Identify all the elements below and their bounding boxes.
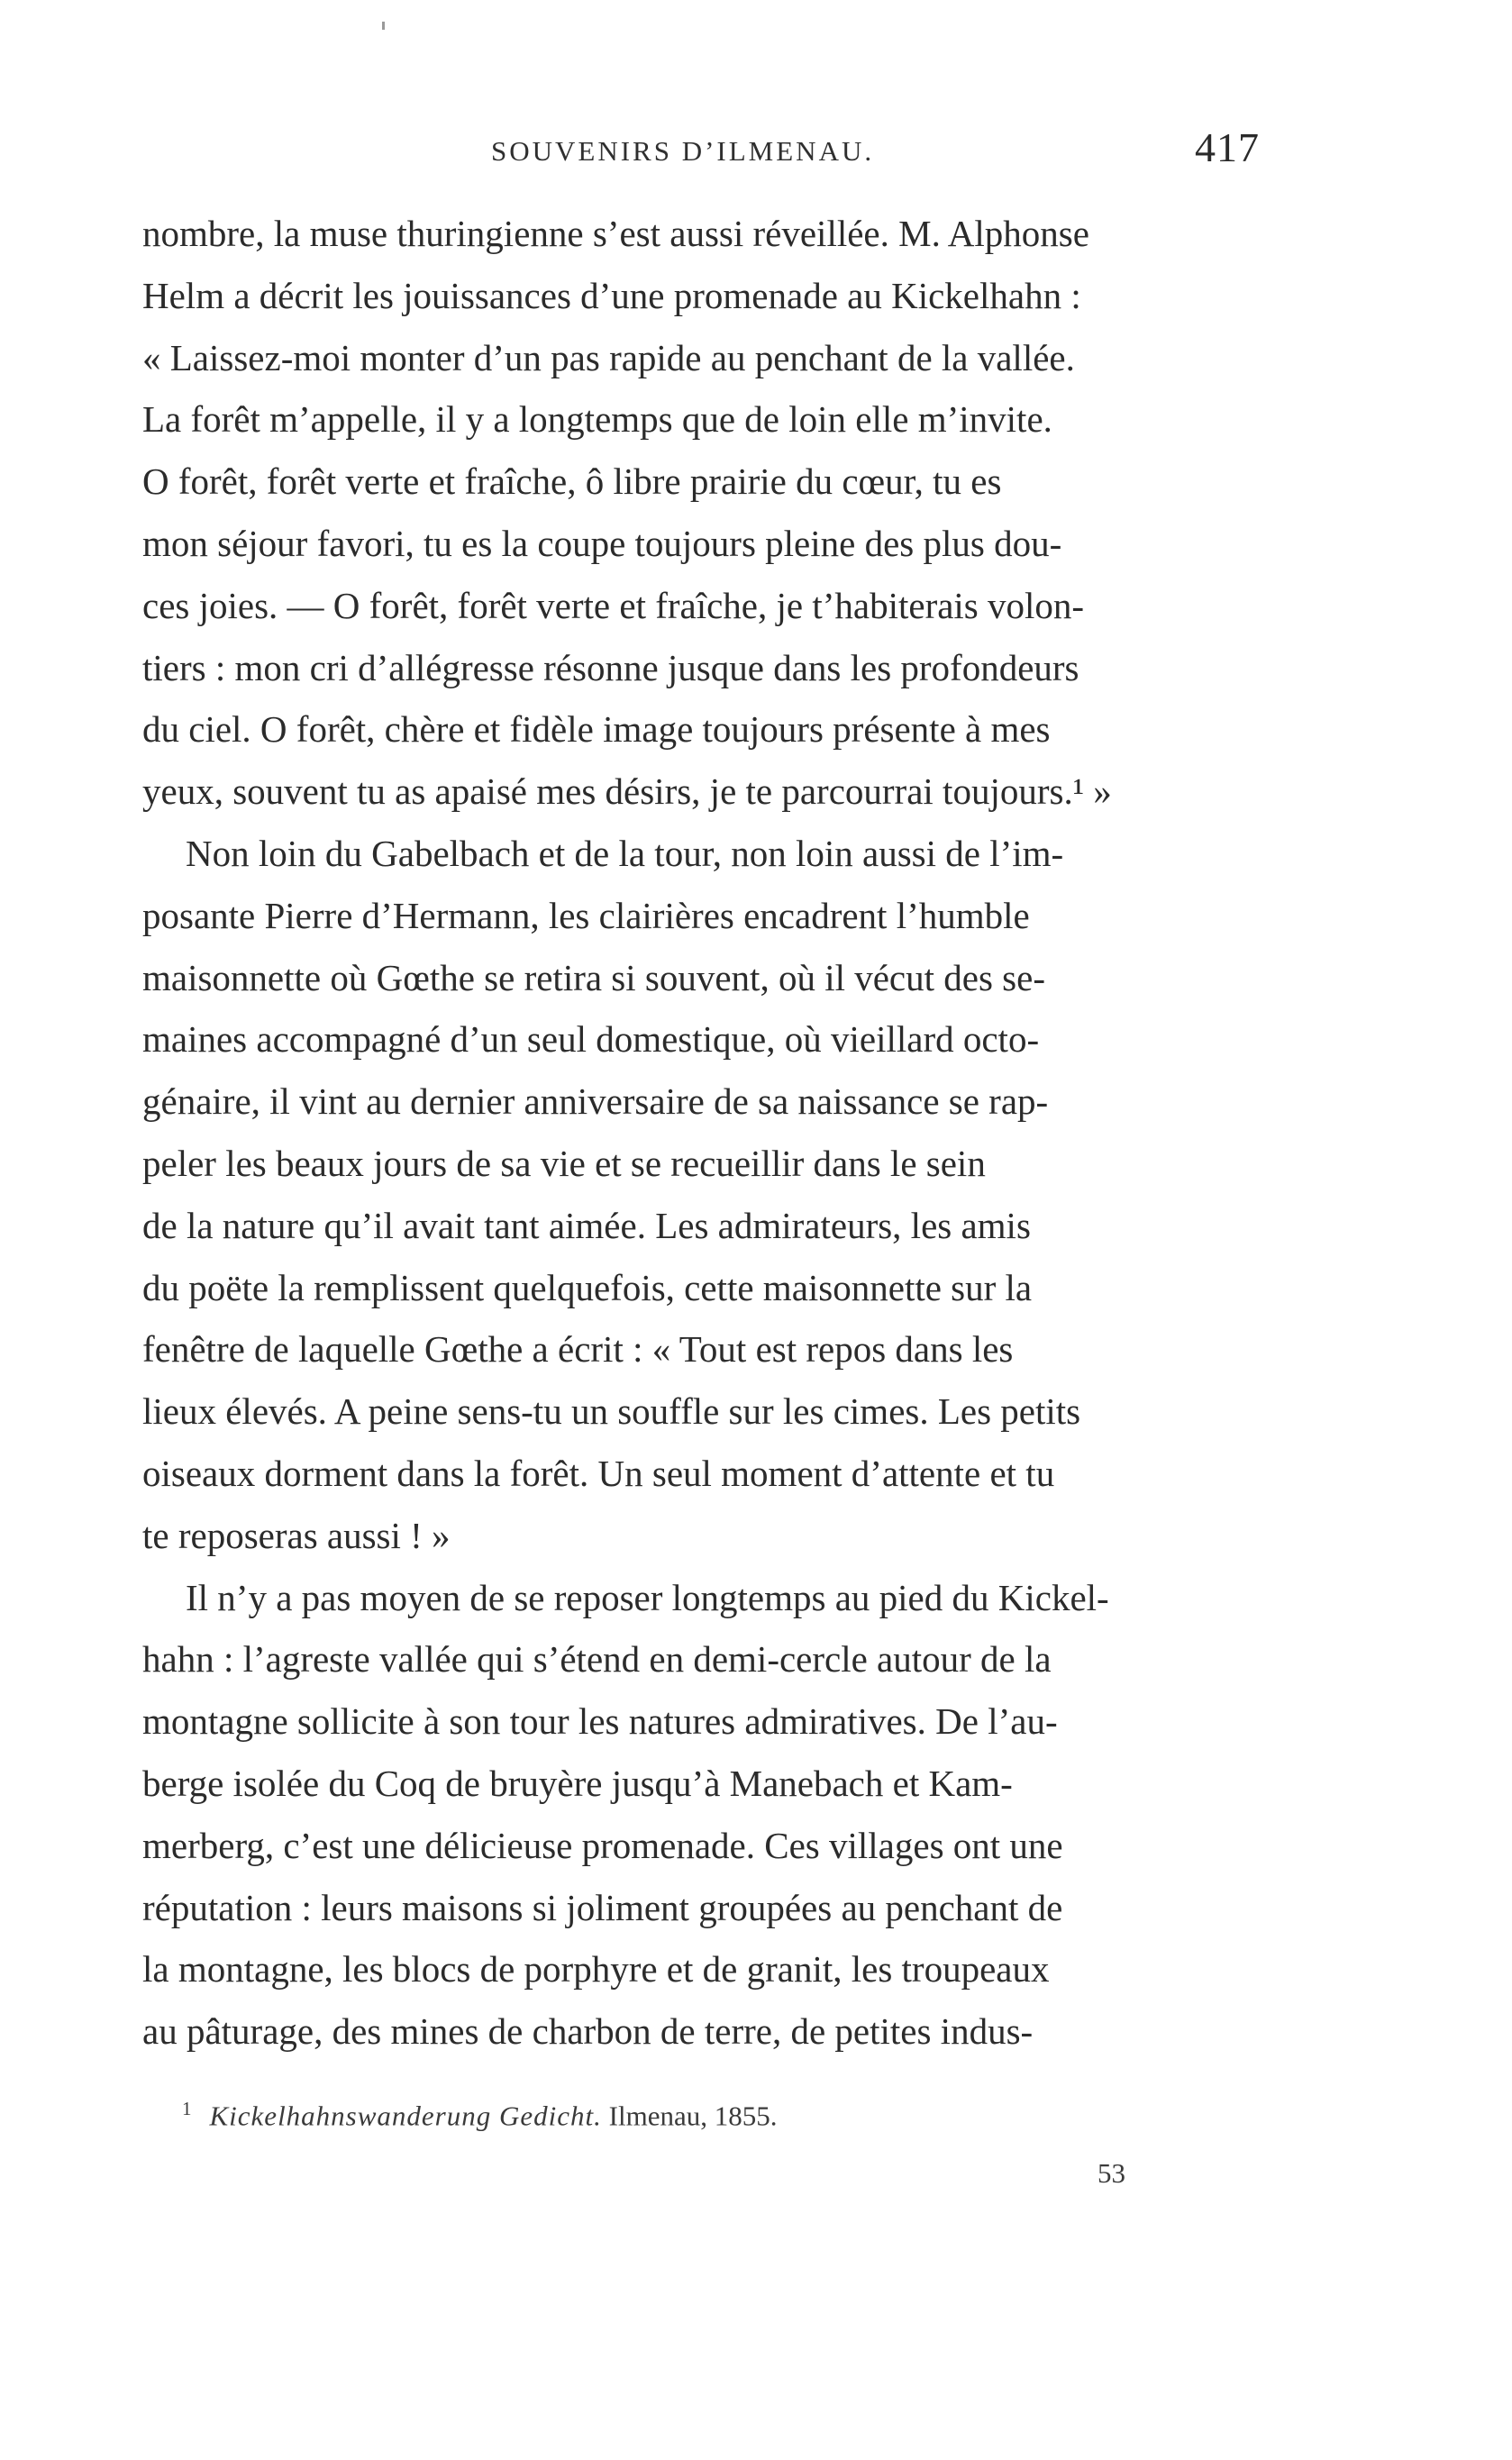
- text-line: de la nature qu’il avait tant aimée. Les admirateurs, les amis: [142, 1204, 1031, 1246]
- text-line: du ciel. O forêt, chère et fidèle image toujours présente à mes: [142, 708, 1051, 751]
- text-line: mon séjour favori, tu es la coupe toujours pleine des plus dou-: [142, 522, 1062, 564]
- text-line: maisonnette où Gœthe se retira si souvent, où il vécut des se-: [142, 956, 1045, 998]
- text-line: la montagne, les blocs de porphyre et de granit, les troupeaux: [142, 1948, 1050, 1991]
- text-line: réputation : leurs maisons si joliment groupées au penchant de: [142, 1886, 1063, 1928]
- footnote-marker: 1: [182, 2098, 192, 2119]
- text-line: te reposeras aussi ! »: [142, 1514, 451, 1556]
- text-line: yeux, souvent tu as apaisé mes désirs, je te parcourrai toujours.¹ »: [142, 770, 1112, 813]
- scan-mark: [382, 22, 385, 30]
- paragraph-start-line: Il n’y a pas moyen de se reposer longtemps au pied du Kickel-: [186, 1576, 1109, 1618]
- text-line: merberg, c’est une délicieuse promenade. Ces villages ont une: [142, 1824, 1063, 1866]
- text-line: ces joies. — O forêt, forêt verte et fraîche, je t’habiterais volon-: [142, 584, 1085, 626]
- text-line: tiers : mon cri d’allégresse résonne jusque dans les profondeurs: [142, 646, 1079, 688]
- text-line: berge isolée du Coq de bruyère jusqu’à Manebach et Kam-: [142, 1762, 1013, 1804]
- text-line: oiseaux dorment dans la forêt. Un seul moment d’attente et tu: [142, 1452, 1055, 1494]
- text-line: génaire, il vint au dernier anniversaire de sa naissance se rap-: [142, 1080, 1049, 1123]
- text-line: du poëte la remplissent quelquefois, cette maisonnette sur la: [142, 1266, 1033, 1308]
- text-line: O forêt, forêt verte et fraîche, ô libre prairie du cœur, tu es: [142, 460, 1002, 503]
- running-title: SOUVENIRS D’ILMENAU.: [491, 135, 875, 167]
- text-line: hahn : l’agreste vallée qui s’étend en demi-cercle autour de la: [142, 1638, 1052, 1681]
- signature-mark: 53: [1098, 2157, 1125, 2189]
- text-line: maines accompagné d’un seul domestique, où vieillard octo-: [142, 1018, 1040, 1061]
- text-line: nombre, la muse thuringienne s’est aussi réveillée. M. Alphonse: [142, 213, 1089, 254]
- footnote: [182, 2098, 777, 2132]
- footnote-title: Kickelhahnswanderung Gedicht.: [209, 2100, 602, 2132]
- text-line: Helm a décrit les jouissances d’une promenade au Kickelhahn :: [142, 274, 1081, 316]
- text-line: posante Pierre d’Hermann, les clairières encadrent l’humble: [142, 894, 1030, 936]
- text-line: « Laissez-moi monter d’un pas rapide au penchant de la vallée.: [142, 336, 1075, 378]
- text-line: peler les beaux jours de sa vie et se recueillir dans le sein: [142, 1142, 986, 1184]
- text-line: fenêtre de laquelle Gœthe a écrit : « Tout est repos dans les: [142, 1328, 1014, 1371]
- footnote-details: Ilmenau, 1855.: [601, 2100, 778, 2132]
- text-line: lieux élevés. A peine sens-tu un souffle sur les cimes. Les petits: [142, 1390, 1081, 1433]
- text-line: au pâturage, des mines de charbon de terre, de petites indus-: [142, 2010, 1034, 2053]
- text-line: montagne sollicite à son tour les natures admiratives. De l’au-: [142, 1700, 1058, 1743]
- body-text: [142, 203, 1278, 2063]
- text-line: La forêt m’appelle, il y a longtemps que de loin elle m’invite.: [142, 398, 1052, 441]
- paragraph-start-line: Non loin du Gabelbach et de la tour, non loin aussi de l’im-: [186, 832, 1064, 874]
- page-number: 417: [1195, 124, 1260, 170]
